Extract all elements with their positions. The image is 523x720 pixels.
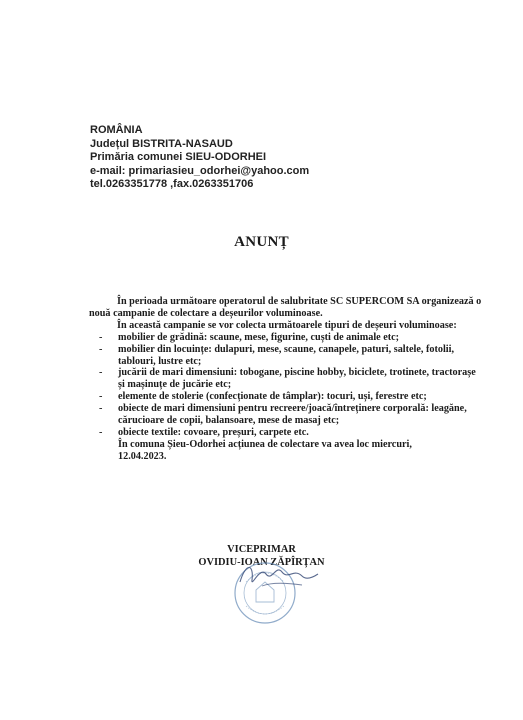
collection-date-paragraph [89, 439, 485, 463]
town-hall-line: Primăria comunei SIEU-ODORHEI [90, 151, 267, 164]
list-item: - jucării de mari dimensiuni: tobogane, piscine hobby, biciclete, trotinete, tractorașe și mașinuțe de jucărie etc; [99, 367, 476, 391]
list-item: - obiecte de mari dimensiuni pentru recreere/joacă/întreținere corporală: leagăne, cărucioare de copii, balansoare, mese de masaj etc; [99, 403, 467, 427]
collection-date: 12.04.2023. [118, 450, 167, 462]
list-item: - mobilier din locuințe: dulapuri, mese, scaune, canapele, paturi, saltele, fotolii, tablouri, lustre etc; [99, 343, 454, 367]
list-item: - mobilier de grădină: scaune, mese, figurine, cuști de animale etc; [99, 331, 400, 343]
phone-fax-line: tel.0263351778 ,fax.0263351706 [90, 178, 254, 191]
handwritten-signature-icon [232, 552, 322, 602]
waste-type-list [89, 332, 485, 439]
announcement-title: ANUNȚ [234, 234, 289, 250]
announcement-body [89, 296, 485, 463]
letterhead [90, 124, 309, 192]
list-item: - obiecte textile: covoare, preșuri, carpete etc. [99, 426, 309, 438]
signatory-role: VICEPRIMAR [227, 544, 296, 555]
email-line: e-mail: primariasieu_odorhei@yahoo.com [90, 164, 310, 177]
collection-date-text: În comuna Șieu-Odorhei acțiunea de colectare va avea loc miercuri, [118, 438, 412, 450]
list-item: - elemente de stolerie (confecționate de tâmplar): tocuri, uși, ferestre etc; [99, 391, 427, 403]
lead-paragraph: În această campanie se vor colecta următoarele tipuri de deșeuri voluminoase: [117, 319, 457, 331]
intro-paragraph: În perioada următoare operatorul de salubritate SC SUPERCOM SA organizează o nouă campanie de colectare a deșeurilor voluminoase. [89, 296, 482, 319]
signatory-name: OVIDIU-IOAN ZĂPÎRȚAN [198, 557, 325, 568]
county-line: Județul BISTRITA-NASAUD [90, 137, 233, 150]
country-line: ROMÂNIA [90, 124, 143, 136]
